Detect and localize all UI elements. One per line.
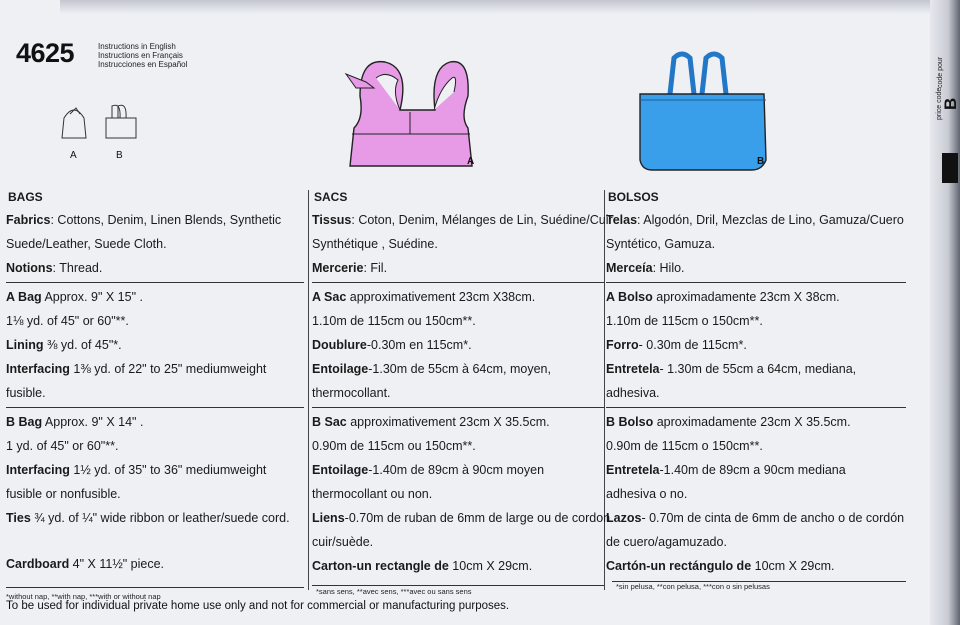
b-tela-line: 0.90m de 115cm o 150cm**. <box>606 439 763 453</box>
french-title: SACS <box>314 190 348 204</box>
language-spanish: Instrucciones en Español <box>98 60 188 69</box>
section-rule <box>312 407 604 408</box>
b-entretela-line: Entretela-1.40m de 89cm a 90cm mediana <box>606 463 846 477</box>
b-bolso-line: B Bolso aproximadamente 23cm X 35.5cm. <box>606 415 851 429</box>
paper-shadow <box>60 0 960 14</box>
spanish-title: BOLSOS <box>608 190 659 204</box>
cardboard-line: Cardboard 4" X 11½" piece. <box>6 557 165 571</box>
language-list <box>98 42 187 69</box>
price-code-letter: B <box>941 97 960 110</box>
b-entoilage-line: Entoilage-1.40m de 89cm à 90cm moyen <box>312 463 545 477</box>
language-french: Instructions en Français <box>98 51 183 60</box>
ties-line: Ties ¾ yd. of ¼" wide ribbon or leather/suede cord. <box>6 511 290 525</box>
section-rule <box>6 282 304 283</box>
price-code-label: price code <box>936 87 943 120</box>
tissus-line: Tissus: Coton, Denim, Mélanges de Lin, Suédine/Cuir <box>312 213 613 227</box>
lazos-line-2: de cuero/agamuzado. <box>606 535 727 549</box>
fabrics-line-2: Suede/Leather, Suede Cloth. <box>6 237 167 251</box>
a-bolso-line: A Bolso aproximadamente 23cm X 38cm. <box>606 290 840 304</box>
english-column <box>6 188 304 576</box>
doublure-line: Doublure-0.30m en 115cm*. <box>312 338 472 352</box>
price-code-box <box>932 58 958 188</box>
b-bag-line: B Bag Approx. 9" X 14" . <box>6 415 144 429</box>
liens-line-2: cuir/suède. <box>312 535 374 549</box>
thumbnail-drawings <box>56 100 146 145</box>
spanish-column <box>606 188 906 578</box>
a-lining-line: Lining ⅜ yd. of 45"*. <box>6 338 122 352</box>
b-sac-line: B Sac approximativement 23cm X 35.5cm. <box>312 415 550 429</box>
section-rule <box>606 282 906 283</box>
thumbnail-label-a: A <box>70 150 77 161</box>
thumbnail-label-b: B <box>116 150 123 161</box>
column-divider <box>604 190 605 590</box>
a-interfacing-line-2: fusible. <box>6 386 46 400</box>
a-tissu-line: 1.10m de 115cm ou 150cm**. <box>312 314 476 328</box>
section-rule <box>312 282 604 283</box>
language-english: Instructions in English <box>98 42 176 51</box>
pattern-number: 4625 <box>16 38 75 68</box>
usage-disclaimer: To be used for individual private home use only and not for commercial or manufacturing purposes. <box>6 600 510 612</box>
b-entoilage-line-2: thermocollant ou non. <box>312 487 433 501</box>
column-divider <box>308 190 309 590</box>
footnote-rule <box>6 587 304 588</box>
fabrics-line: Fabrics: Cottons, Denim, Linen Blends, Synthetic <box>6 213 282 227</box>
lazos-line: Lazos- 0.70m de cinta de 6mm de ancho o de cordón <box>606 511 905 525</box>
b-entretela-line-2: adhesiva o no. <box>606 487 688 501</box>
bag-b-illustration <box>632 48 772 178</box>
spanish-footnote: *sin pelusa, **con pelusa, ***con o sin pelusas <box>616 582 770 591</box>
french-footnote: *sans sens, **avec sens, ***avec ou sans sens <box>316 587 472 596</box>
merceria-line: Merceía: Hilo. <box>606 261 685 275</box>
illustration-label-b: B <box>757 156 765 167</box>
a-interfacing-line: Interfacing 1⅜ yd. of 22" to 25" mediumweight <box>6 362 267 376</box>
b-interfacing-line: Interfacing 1½ yd. of 35" to 36" mediumweight <box>6 463 267 477</box>
a-entretela-line-2: adhesiva. <box>606 386 660 400</box>
carton-es-line: Cartón-un rectángulo de 10cm X 29cm. <box>606 559 835 573</box>
telas-line-2: Syntético, Gamuza. <box>606 237 716 251</box>
b-tissu-line: 0.90m de 115cm ou 150cm**. <box>312 439 476 453</box>
french-column <box>312 188 613 578</box>
a-entoilage-line-2: thermocollant. <box>312 386 391 400</box>
thumbnail-bag-b <box>106 118 136 138</box>
english-title: BAGS <box>8 190 43 204</box>
a-entoilage-line: Entoilage-1.30m de 55cm à 64cm, moyen, <box>312 362 551 376</box>
notions-line: Notions: Thread. <box>6 261 103 275</box>
a-fabric-line: 1⅛ yd. of 45" or 60"**. <box>6 314 129 328</box>
footnote-rule <box>312 585 604 586</box>
price-code-label-fr: code pour <box>937 56 944 88</box>
a-bag-line: A Bag Approx. 9" X 15" . <box>6 290 143 304</box>
b-interfacing-line-2: fusible or nonfusible. <box>6 487 121 501</box>
a-tela-line: 1.10m de 115cm o 150cm**. <box>606 314 763 328</box>
illustration-label-a: A <box>467 156 475 167</box>
b-fabric-line: 1 yd. of 45" or 60"**. <box>6 439 119 453</box>
a-sac-line: A Sac approximativement 23cm X38cm. <box>312 290 536 304</box>
a-entretela-line: Entretela- 1.30m de 55cm a 64cm, mediana, <box>606 362 857 376</box>
forro-line: Forro- 0.30m de 115cm*. <box>606 338 747 352</box>
telas-line: Telas: Algodón, Dril, Mezclas de Lino, Gamuza/Cuero <box>606 213 904 227</box>
section-rule <box>606 407 906 408</box>
thumbnail-bag-a <box>62 110 86 138</box>
carton-line: Carton-un rectangle de 10cm X 29cm. <box>312 559 533 573</box>
mercerie-line: Mercerie: Fil. <box>312 261 388 275</box>
liens-line: Liens-0.70m de ruban de 6mm de large ou de cordon <box>312 511 611 525</box>
section-rule <box>6 407 304 408</box>
view-thumbnails <box>56 100 146 160</box>
english-footnote: *without nap, **with nap, ***with or without nap <box>6 592 161 601</box>
tissus-line-2: Synthétique , Suédine. <box>312 237 438 251</box>
